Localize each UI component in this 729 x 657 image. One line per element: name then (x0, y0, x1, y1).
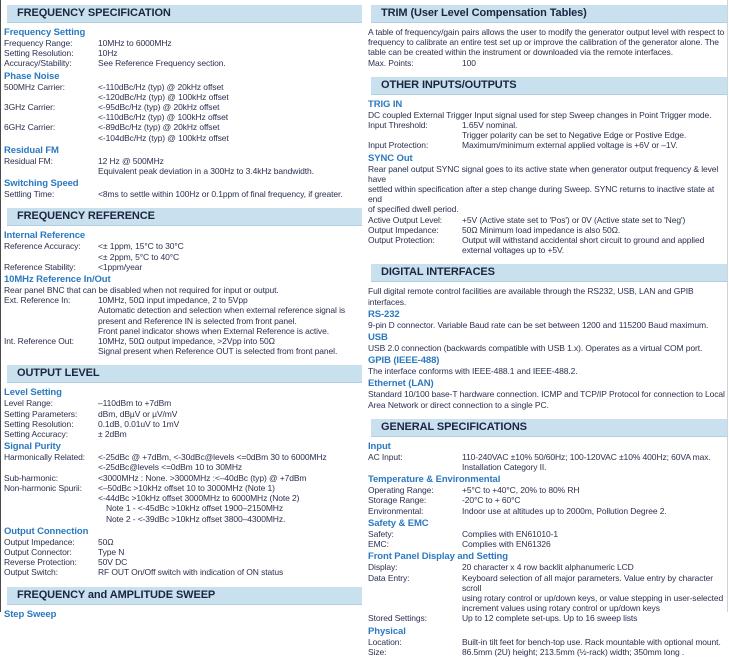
paragraph-line: Standard 10/100 base-T hardware connection. ICMP and TCP/IP Protocol for connection to Local (368, 389, 725, 400)
spec-value (98, 429, 362, 439)
spec-value-line: Built-in tilt feet for bench-top use. Rack mountable with optional mount. (462, 636, 721, 647)
spec-row (4, 419, 362, 429)
paragraph-line: frequency to calibrate an entire test set up or improve the calibration of the generator alone. The (368, 37, 719, 48)
section-other-inputs-outputs (368, 77, 727, 256)
spec-value-line: external voltages up to +5V. (462, 245, 565, 256)
spec-row (368, 573, 727, 614)
spec-value (462, 573, 727, 614)
spec-value (462, 235, 727, 255)
spec-value (462, 613, 727, 623)
spec-value-line: 12 Hz @ 500MHz (98, 155, 164, 166)
spec-label: 6GHz Carrier: (4, 122, 56, 133)
spec-row (4, 336, 362, 356)
spec-row (4, 102, 362, 122)
spec-label: Setting Resolution: (4, 48, 74, 59)
spec-value (98, 419, 362, 429)
spec-label: Accuracy/Stability: (4, 58, 72, 69)
spec-value-line: using rotary control or up/down keys, or value stepping in user-selected (462, 592, 724, 603)
spec-label: Location: (368, 636, 402, 647)
spec-row (4, 409, 362, 419)
spec-value (98, 48, 362, 58)
spec-row (368, 562, 727, 572)
spec-value (98, 38, 362, 48)
spec-row (368, 225, 727, 235)
subsection-heading: Phase Noise (4, 70, 60, 82)
spec-label: 3GHz Carrier: (4, 102, 56, 113)
spec-row (368, 235, 727, 255)
subsection-heading: Input (368, 440, 391, 452)
spec-value-line: Complies with EN61010-1 (462, 528, 558, 539)
subsection-heading: Temperature & Environmental (368, 474, 501, 486)
spec-value (98, 122, 362, 142)
spec-value (98, 262, 362, 272)
spec-value-line: Complies with EN61326 (462, 539, 551, 550)
spec-label: Reverse Protection: (4, 557, 77, 568)
spec-value (98, 557, 362, 567)
spec-row (4, 58, 362, 68)
spec-value-line: ± 2dBm (98, 429, 127, 440)
spec-label: AC Input: (368, 451, 403, 462)
spec-value (462, 140, 727, 150)
spec-value-line: 10MHz to 6000MHz (98, 38, 172, 48)
section-digital-interfaces (368, 264, 727, 409)
subsection-heading: Physical (368, 625, 406, 637)
subsection-heading: Signal Purity (4, 441, 61, 453)
spec-label: Ext. Reference In: (4, 295, 71, 306)
spec-value-line: Signal present when Reference OUT is selected from front panel. (98, 346, 338, 357)
spec-value (98, 452, 362, 472)
spec-row (4, 398, 362, 408)
spec-row (368, 215, 727, 225)
spec-row (4, 241, 362, 261)
section-output-level (4, 365, 362, 577)
spec-row (4, 156, 362, 176)
spec-label: Storage Range: (368, 495, 427, 506)
section-trim-user-level-compensation-tables (368, 5, 727, 68)
subsection-heading: Ethernet (LAN) (368, 378, 434, 390)
spec-label: Output Impedance: (4, 536, 75, 547)
spec-value-line: Trigger polarity can be set to Negative Edge or Postive Edge. (462, 130, 687, 141)
spec-value (98, 409, 362, 419)
paragraph-line: A table of frequency/gain pairs allows the user to modify the generator output level with respect to (368, 27, 725, 37)
spec-row (4, 122, 362, 142)
spec-value-line: <-95dBc/Hz (typ) @ 20kHz offset (98, 102, 220, 113)
spec-value-line: <-104dBc/Hz (typ) @ 100kHz offset (98, 132, 229, 143)
spec-value (98, 537, 362, 547)
spec-row (4, 537, 362, 547)
paragraph-line: Rear panel output SYNC signal goes to its active state when generator output frequency & level have (368, 163, 719, 184)
section-header: OTHER INPUTS/OUTPUTS (371, 77, 727, 95)
subsection-heading: Front Panel Display and Setting (368, 551, 508, 563)
spec-row (368, 613, 727, 623)
spec-row (368, 452, 727, 472)
spec-value-line: Front panel indicator shows when External Reference is active. (98, 325, 329, 336)
spec-value-line: <-25dBc @ +7dBm, <-30dBc@levels <=0dBm 30 to 6000MHz (98, 452, 327, 463)
spec-row (4, 473, 362, 483)
spec-value (462, 637, 727, 647)
paragraph-line: USB 2.0 connection (backwards compatible with USB 1.x). Operates as a virtual COM port. (368, 343, 703, 354)
spec-row (4, 38, 362, 48)
spec-value-line: <-25dBc@levels <=0dBm 10 to 30MHz (98, 462, 243, 473)
spec-row (368, 529, 727, 539)
section-header: GENERAL SPECIFICATIONS (371, 419, 727, 437)
paragraph-line: The interface conforms with IEEE-488.1 and IEEE-488.2. (368, 366, 578, 377)
spec-value-line: 86.5mm (2U) height; 213.5mm (½-rack) width; 350mm long . (462, 646, 685, 657)
spec-value (98, 567, 362, 577)
spec-value (98, 82, 362, 102)
spec-value (462, 452, 727, 472)
spec-label: Reference Accuracy: (4, 241, 81, 252)
section-header: TRIM (User Level Compensation Tables) (371, 5, 727, 23)
section-header: OUTPUT LEVEL (7, 365, 362, 383)
section-general-specifications (368, 419, 727, 657)
spec-value-line: 10MHz, 50Ω input impedance, 2 to 5Vpp (98, 295, 248, 306)
spec-row (4, 547, 362, 557)
spec-value-line: 10MHz, 50Ω output impedance, >2Vpp into 50Ω (98, 336, 275, 347)
spec-label: Settling Time: (4, 189, 55, 200)
spec-value-line: Keyboard selection of all major parameters. Value entry by character scroll (462, 572, 714, 593)
spec-value (462, 225, 727, 235)
section-frequency-reference (4, 208, 362, 356)
spec-row (4, 557, 362, 567)
spec-label: Size: (368, 646, 387, 657)
spec-label: Max. Points: (368, 57, 414, 68)
spec-value (462, 562, 727, 572)
subsection-heading: Output Connection (4, 525, 89, 537)
spec-value-line: 1.65V nominal. (462, 120, 518, 131)
paragraph-line: settled within specification after a step change during Sweep. SYNC returns to inactive state at end (368, 184, 715, 205)
spec-value-line: <-44dBc >10kHz offset 3000MHz to 6000MHz (Note 2) (98, 493, 300, 504)
note-line: Note 2 - <-39dBc >10kHz offset 3800–4300MHz. (106, 513, 286, 524)
spec-row (368, 120, 727, 140)
spec-value-line: Automatic detection and selection when external reference signal is (98, 305, 346, 316)
spec-value (462, 647, 727, 657)
spec-value-line: <± 2ppm, 5°C to 40°C (98, 251, 180, 262)
spec-label: EMC: (368, 539, 389, 550)
spec-label: Data Entry: (368, 572, 410, 583)
spec-label: Sub-harmonic: (4, 472, 58, 483)
spec-value-line: 50Ω Minimum load impedance is also 50Ω. (462, 224, 621, 235)
spec-value-line: Maximum/minimum external applied voltage is +6V or –1V. (462, 140, 678, 151)
spec-value-line: <8ms to settle within 100Hz or 0.1ppm of final frequency, if greater. (98, 189, 343, 200)
spec-value (462, 529, 727, 539)
spec-label: Output Protection: (368, 235, 435, 246)
spec-value-line: 0.1dB, 0.01uV to 1mV (98, 418, 180, 429)
subsection-heading: TRIG IN (368, 98, 403, 110)
spec-value-line: 50V DC (98, 557, 128, 568)
spec-label: Non-harmonic Spurii: (4, 482, 82, 493)
section-header: FREQUENCY SPECIFICATION (7, 5, 362, 23)
spec-row (368, 140, 727, 150)
spec-value-line: Type N (98, 546, 125, 557)
subsection-heading: Frequency Setting (4, 27, 86, 38)
spec-value-line: See Reference Frequency section. (98, 58, 226, 69)
spec-row (368, 637, 727, 647)
spec-row (368, 506, 727, 516)
paragraph-line: Area Network or direct connection to a single PC. (368, 399, 549, 410)
spec-label: Setting Accuracy: (4, 429, 68, 440)
spec-label: Active Output Level: (368, 214, 443, 225)
spec-value-line: 50Ω (98, 536, 114, 547)
spec-value-line: increment values using rotary control or up/down keys (462, 603, 660, 614)
spec-value (462, 215, 727, 225)
section-header: FREQUENCY REFERENCE (7, 208, 362, 226)
paragraph-line: DC coupled External Trigger Input signal used for step Sweep changes in Point Trigger mode. (368, 109, 712, 120)
spec-value (98, 336, 362, 356)
spec-value (98, 156, 362, 176)
spec-label: Reference Stability: (4, 261, 76, 272)
note-line: Note 1 - <-45dBc >10kHz offset 1900–2150MHz (106, 503, 283, 514)
spec-value (98, 295, 362, 336)
spec-row (368, 485, 727, 495)
spec-label: Operating Range: (368, 485, 434, 496)
spec-value (462, 58, 727, 68)
spec-value-line: Indoor use at altitudes up to 2000m, Pollution Degree 2. (462, 505, 667, 516)
spec-row (368, 495, 727, 505)
spec-value-line: <-120dBc/Hz (typ) @ 100kHz offset (98, 91, 229, 102)
column-left (4, 5, 362, 620)
paragraph-line: of specified dwell period. (368, 204, 459, 215)
spec-label: Output Switch: (4, 567, 58, 578)
spec-value (98, 547, 362, 557)
paragraph-line: Full digital remote control facilities are available through the RS232, USB, LAN and GPIB interfaces. (368, 286, 694, 307)
spec-row (4, 189, 362, 199)
spec-value-line: –110dBm to +7dBm (98, 398, 172, 409)
subsection-heading: 10MHz Reference In/Out (4, 274, 111, 286)
spec-label: Input Threshold: (368, 120, 428, 131)
spec-row (368, 539, 727, 549)
spec-value-line: Output will withstand accidental short circuit to ground and applied (462, 235, 705, 246)
spec-value-line: -20°C to + 60°C (462, 495, 521, 506)
subsection-heading: Safety & EMC (368, 517, 429, 529)
spec-row (4, 452, 362, 472)
spec-label: Level Range: (4, 398, 53, 409)
spec-row (4, 82, 362, 102)
spec-value-line: Equivalent peak deviation in a 300Hz to 3.4kHz bandwidth. (98, 166, 314, 177)
subsection-heading: GPIB (IEEE-488) (368, 355, 440, 367)
spec-value-line: <1ppm/year (98, 261, 143, 272)
spec-label: Environmental: (368, 505, 424, 516)
spec-row (4, 567, 362, 577)
spec-label: Safety: (368, 528, 394, 539)
spec-label: Setting Resolution: (4, 418, 74, 429)
spec-value-line: <-110dBc/Hz (typ) @ 100kHz offset (98, 112, 228, 123)
spec-value-line: +5°C to +40°C, 20% to 80% RH (462, 485, 580, 496)
spec-label: Setting Parameters: (4, 408, 78, 419)
spec-row (4, 262, 362, 272)
spec-value-line: <-110dBc/Hz (typ) @ 20kHz offset (98, 81, 224, 92)
spec-label: Harmonically Related: (4, 452, 86, 463)
spec-value (98, 473, 362, 483)
subsection-heading: RS-232 (368, 308, 400, 320)
spec-value (462, 120, 727, 140)
spec-value-line: Installation Category II. (462, 462, 547, 473)
subsection-heading: Step Sweep (4, 608, 57, 620)
spec-label: Residual FM: (4, 155, 53, 166)
spec-label: Frequency Range: (4, 38, 73, 48)
spec-label: Output Impedance: (368, 224, 439, 235)
paragraph-line: 9-pin D connector. Variable Baud rate can be set between 1200 and 115200 Baud maximum. (368, 319, 709, 330)
spec-label: Input Protection: (368, 140, 429, 151)
spec-label: 500MHz Carrier: (4, 81, 65, 92)
spec-row (4, 483, 362, 503)
spec-value (98, 483, 362, 503)
spec-value-line: <± 1ppm, 15°C to 30°C (98, 241, 184, 252)
spec-value (98, 58, 362, 68)
spec-row (4, 295, 362, 336)
paragraph-line: table can be created within the instrument or downloaded via the remote interfaces. (368, 47, 673, 58)
spec-row (368, 647, 727, 657)
section-frequency-specification (4, 5, 362, 199)
spec-value (462, 539, 727, 549)
spec-value-line: +5V (Active state set to 'Pos') or 0V (Active state set to 'Neg') (462, 214, 686, 225)
spec-row (4, 429, 362, 439)
spec-value (462, 485, 727, 495)
spec-value (98, 102, 362, 122)
spec-row (4, 48, 362, 58)
subsection-heading: Switching Speed (4, 178, 79, 190)
column-right (368, 5, 727, 657)
spec-value (98, 241, 362, 261)
section-frequency-and-amplitude-sweep (4, 587, 362, 620)
spec-value (98, 398, 362, 408)
spec-value-line: <3000MHz : None. >3000MHz :<–40dBc (typ) @ +7dBm (98, 472, 307, 483)
spec-row (368, 58, 727, 68)
spec-value-line: Up to 12 complete set-ups. Up to 16 sweep lists (462, 613, 638, 624)
spec-value-line: 110-240VAC ±10% 50/60Hz; 100-120VAC ±10% 400Hz; 60VA max. (462, 451, 711, 462)
subsection-heading: USB (368, 332, 388, 344)
subsection-heading: SYNC Out (368, 152, 413, 164)
subsection-heading: Level Setting (4, 387, 62, 399)
spec-label: Output Connector: (4, 546, 72, 557)
spec-label: Int. Reference Out: (4, 336, 74, 347)
spec-value (462, 506, 727, 516)
spec-label: Display: (368, 562, 398, 573)
spec-value-line: <–50dBc >10kHz offset 10 to 3000MHz (Note 1) (98, 482, 275, 493)
spec-value-line: dBm, dBµV or µV/mV (98, 408, 178, 419)
spec-label: Stored Settings: (368, 613, 427, 624)
section-header: FREQUENCY and AMPLITUDE SWEEP (7, 587, 362, 605)
section-header: DIGITAL INTERFACES (371, 264, 727, 282)
subsection-heading: Internal Reference (4, 230, 86, 242)
subsection-heading: Residual FM (4, 144, 59, 156)
spec-value-line: 100 (462, 57, 476, 68)
spec-value-line: 10Hz (98, 48, 118, 59)
spec-value (462, 495, 727, 505)
spec-value-line: <-89dBc/Hz (typ) @ 20kHz offset (98, 122, 220, 133)
spec-value-line: 20 character x 4 row backlit alphanumeric LCD (462, 562, 634, 573)
spec-value-line: RF OUT On/Off switch with indication of ON status (98, 567, 284, 578)
spec-value-line: present and Reference IN is selected from front panel. (98, 315, 297, 326)
paragraph-line: Rear panel BNC that can be disabled when not required for input or output. (4, 285, 279, 296)
spec-value (98, 189, 362, 199)
